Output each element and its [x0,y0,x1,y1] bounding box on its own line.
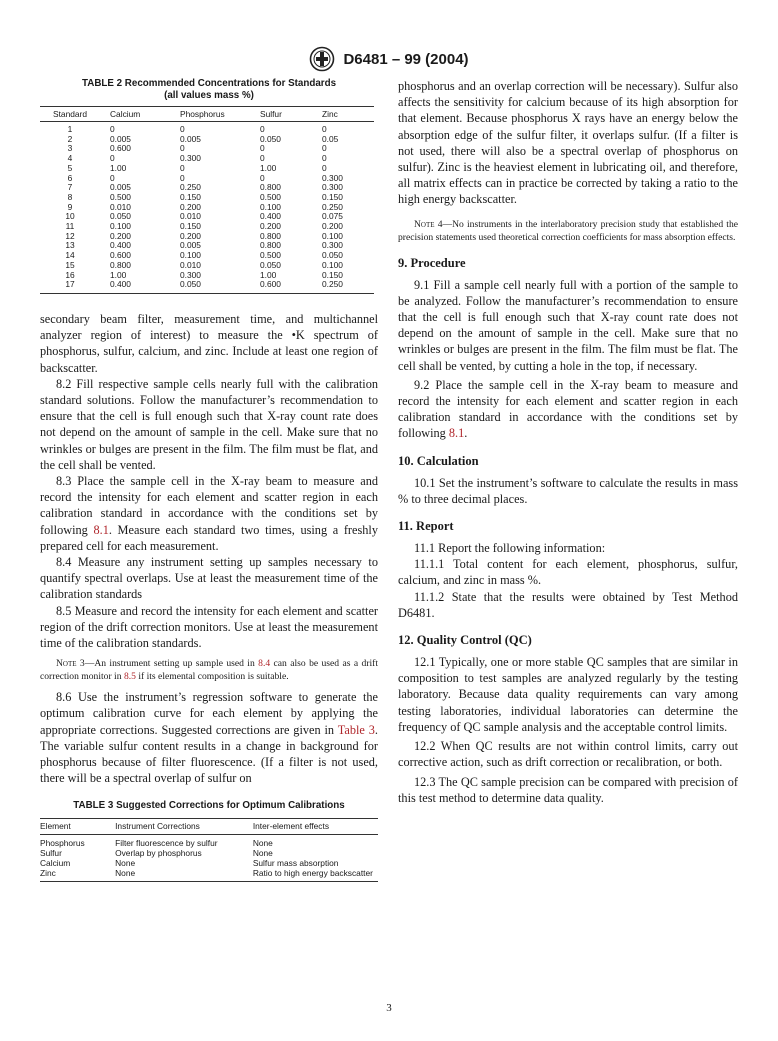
paragraph-8-3-text-end: . Measure each standard two times, using a freshly prepared cell for each measurement. [40,522,378,553]
table2-body [40,122,374,294]
paragraph-8-3-text: 8.3 Place the sample cell in the X-ray beam to measure and record the intensity for each element and scatter region in each calibration standard in accordance with the conditions set by following [40,473,378,537]
table2-cell: 1.00 [110,269,127,280]
note-4-text: —No instruments in the interlaboratory precision study that established the precision statements used theoretical correction coefficients for mass absorption effects. [398,218,739,243]
table3-cell: None [252,848,273,859]
table2-cell: 12 [65,230,75,241]
table3-row [40,858,378,868]
table2-cell: 0.400 [260,211,281,222]
section-heading-calculation: 10. Calculation [398,453,479,468]
table2-cell: 0 [260,143,265,154]
table2-cell: 14 [65,250,75,261]
table3-body [40,835,378,882]
table2-cell: 0.600 [110,250,131,261]
table2-cell: 0 [260,124,265,134]
table2-cell: 0.250 [322,280,374,293]
table-3-link[interactable]: Table 3 [337,722,375,737]
table2-cell: 0 [110,153,115,164]
table2-cell: 0.250 [180,182,201,193]
table2-cell: 0 [110,124,115,134]
section-heading-quality-control: 12. Quality Control (QC) [398,633,532,648]
table2-cell: 10 [65,211,75,222]
table2-cell: 0.200 [180,230,201,241]
table3-cell: Zinc [40,868,115,882]
table3-caption: TABLE 3 Suggested Corrections for Optimum Calibrations [73,800,345,812]
table2-cell: 0 [260,153,265,164]
table2-cell: 0.500 [260,191,281,202]
table2-cell: 0.075 [322,211,343,222]
table2-cell: 0.010 [110,201,131,212]
table2-cell: 0.150 [180,191,201,202]
table2-cell: 0.400 [100,280,180,293]
table2-cell: 8 [67,191,73,202]
table2-cell: 7 [67,182,73,193]
table2-cell: 0.100 [180,250,201,261]
table2-cell: 0.150 [322,191,343,202]
paragraph-8-6 [40,689,378,786]
table2-cell: 0.100 [322,230,343,241]
table2-cell: 0.005 [180,133,201,144]
table2-cell: 0.600 [260,280,322,293]
paragraph-12-1: 12.1 Typically, one or more stable QC samples that are similar in composition to test samples are analyzed regularly by the testing laboratory. Because data quality requirements can vary among testing laboratories, individual laboratories can determine the frequency of QC sample analysis and the acceptable control limits. [398,655,738,734]
right-column [398,78,738,806]
table3 [40,818,378,882]
table2-cell: 0.500 [260,250,281,261]
table2-cell: 0.150 [180,221,201,232]
table2-cell: 13 [65,240,75,251]
table2-cell: 16 [65,269,75,280]
paragraph-9-2 [398,377,738,442]
paragraph-9-1: 9.1 Fill a sample cell nearly full with a portion of the sample to be analyzed. Follow the manufacturer’s recommendation to ensure that the cell is full enough such that X-ray count rate does not depend on the amount of sample in the cell. Make sure that no wrinkles or bulges are present in the film. The film must be flat. The cell shall be vented, by cutting a hole in the top, if necessary. [398,277,738,373]
table2-cell: 0.300 [322,240,343,251]
table2-cell: 0.200 [322,221,343,232]
table2-cell: 0.200 [180,201,201,212]
paragraph-9-2-text-end: . [464,426,468,441]
table2-cell: 0.005 [110,133,131,144]
table3-row [40,835,378,849]
table2-caption-line2: (all values mass %) [164,90,254,101]
table2-cell: 0 [180,172,185,183]
table3-header-cell: Inter-element effects [253,819,378,835]
table2-cell: 0.800 [260,240,281,251]
section-heading-report: 11. Report [398,519,454,534]
paragraph-10-1: 10.1 Set the instrument’s software to calculate the results in mass % to three decimal places. [398,475,738,506]
table2-cell: 0 [322,143,327,154]
table2-cell: 0 [180,162,185,173]
section-8-1-link[interactable]: 8.1 [448,426,465,441]
table2-cell: 15 [65,259,75,270]
table2-cell: 0 [260,172,265,183]
page-header [0,46,778,72]
table2-header-cell: Sulfur [260,107,322,122]
table2-cell: 1.00 [260,162,277,173]
table3-row [40,848,378,858]
paragraph-8-6-text-end: . The variable sulfur content results in a change in background for phosphorus because of filter fluorescence. (If a filter is not used, there will be a spectral overlap of sulfur on [40,722,378,786]
table2-cell: 0.200 [110,230,131,241]
note-3-text-end: if its elemental composition is suitable. [135,671,289,683]
document-code: D6481 – 99 (2004) [343,50,469,68]
table2 [40,106,374,294]
section-heading-procedure: 9. Procedure [398,255,466,270]
table2-row [40,122,374,135]
table2-cell: 0.400 [110,240,131,251]
table2-cell: 0.200 [260,221,281,232]
note-3 [40,657,378,683]
table2-cell: 0.005 [110,182,131,193]
note-3-label: Note 3 [56,658,85,670]
table2-caption [40,78,378,102]
table3-cell: None [252,838,273,849]
table2-cell: 0 [322,162,327,173]
table2-cell: 0.050 [322,250,343,261]
table2-cell: 0.050 [110,211,131,222]
table2-cell: 0.250 [322,201,343,212]
note-4-label: Note 4 [414,218,443,230]
table2-cell: 0.800 [260,182,281,193]
table3-cell: Phosphorus [40,838,85,849]
table2-cell: 0.100 [260,201,281,212]
table2-cell: 0 [322,124,327,134]
table2-header-cell: Phosphorus [180,107,260,122]
table2-cell: 4 [67,153,73,164]
table3-cell: Sulfur [40,848,62,859]
table2-cell: 0.050 [260,259,281,270]
table2-header-cell: Zinc [322,107,374,122]
note-3-text-mid: can also be used as a drift correction monitor in [40,658,379,683]
table2-cell: 0.300 [180,269,201,280]
paragraph-12-3: 12.3 The QC sample precision can be compared with precision of this test method to determine data quality. [398,774,738,805]
table3-header-row [40,819,378,835]
table2-row [40,280,374,293]
table3-header-cell: Instrument Corrections [115,819,253,835]
table2-cell: 0.100 [110,221,131,232]
table2-cell: 0.050 [260,133,281,144]
table2-cell: 2 [67,133,73,144]
note-4 [398,218,738,244]
table2-cell: 1.00 [260,269,277,280]
paragraph-9-2-text: 9.2 Place the sample cell in the X-ray beam to measure and record the intensity for each element and scatter region in each calibration standard in accordance with the conditions set by following [398,377,738,441]
table2-header-row [40,107,374,122]
left-column [40,78,378,882]
paragraph-8-6-continued: phosphorus and an overlap correction will be necessary). Sulfur also affects the sensitivity for calcium because of its high absorption for that element. Because phosphorus X rays have an energy below the absorption edge of the sulfur filter, it overlaps sulfur. (If a filter is not used, there will also be a spectral overlap of phosphorus on sulfur). Zinc is the heaviest element in lubricating oil, and therefore, all matrix effects can in practice be corrected by taking a ratio to the high energy backscatter. [398,79,738,207]
table2-cell: 6 [67,172,73,183]
table2-cell: 0.300 [322,182,343,193]
table2-caption-line1: TABLE 2 Recommended Concentrations for Standards [81,78,337,89]
table3-header-cell: Element [40,819,115,835]
table2-cell: 0.050 [180,280,260,293]
table2-cell: 9 [67,201,73,212]
page-number: 3 [386,1002,392,1014]
table3-cell: Ratio to high energy backscatter [253,868,378,882]
paragraph-8-2: 8.2 Fill respective sample cells nearly full with the calibration standard solutions. Follow the manufacturer’s recommendation to ensure that the cell is full enough such that X-ray count rate does not depend on the amount of sample in the cell. Make sure that no wrinkles or bulges are present in the film. The film must be flat, and the cell shall be vented. [40,376,378,472]
table2-cell: 0 [180,143,185,154]
paragraph-8-5: 8.5 Measure and record the intensity for each element and scatter region of the drift correction monitors. Use at least the measurement time of the calibration standards. [40,603,378,651]
table2-header-cell: Calcium [100,107,180,122]
table2-cell: 0.010 [180,259,201,270]
table2-cell: 0.05 [322,133,339,144]
table2-cell: 0 [180,124,185,134]
table2-cell: 0.800 [260,230,281,241]
paragraph-12-2: 12.2 When QC results are not within control limits, carry out corrective action, such as drift correction or recalibration, or both. [398,739,738,770]
table2-cell: 0.010 [180,211,201,222]
section-8-4-link[interactable]: 8.4 [258,658,271,670]
table2-cell: 0.100 [322,259,343,270]
paragraph-11-1: 11.1 Report the following information: [414,541,606,556]
table2-cell: 0.600 [110,143,131,154]
table3-cell: Overlap by phosphorus [115,848,202,859]
table2-cell: 17 [40,280,100,293]
paragraph-8-4: 8.4 Measure any instrument setting up samples necessary to quantify spectral overlaps. Use at least the measurement time of the calibration standards [40,555,378,602]
table3-row [40,868,378,882]
table2-cell: 0 [110,172,115,183]
section-8-5-link[interactable]: 8.5 [123,671,136,683]
astm-logo-icon [309,46,335,72]
table3-cell: Calcium [40,858,71,869]
paragraph-8-6-text: 8.6 Use the instrument’s regression software to generate the optimum calibration curve for each element by applying the appropriate corrections. Suggested corrections are given in [40,690,378,737]
table2-cell: 1 [67,124,73,134]
table2-cell: 11 [65,221,75,232]
paragraph-8-3 [40,473,378,554]
paragraph-11-1-2: 11.1.2 State that the results were obtained by Test Method D6481. [398,589,738,620]
table3-cell: Filter fluorescence by sulfur [115,838,218,849]
paragraph-8-1-continued: secondary beam filter, measurement time, and multichannel analyzer region of interest) to measure the •K spectrum of phosphorus, sulfur, calcium, and zinc. Include at least one region of backscatter. [40,311,378,375]
table2-cell: 0.300 [180,153,201,164]
note-3-text: —An instrument setting up sample used in [84,658,259,670]
table2-cell: 0.150 [322,269,343,280]
table2-cell: 3 [67,143,73,154]
paragraph-11-1-1: 11.1.1 Total content for each element, phosphorus, sulfur, calcium, and zinc in mass %. [398,557,738,588]
table2-cell: 0.005 [180,240,201,251]
table2-cell: 1.00 [110,162,127,173]
table3-cell: None [115,858,136,869]
table3-cell: None [115,868,253,882]
table2-header-cell: Standard [40,107,100,122]
table3-cell: Sulfur mass absorption [252,858,339,869]
table2-cell: 5 [67,162,73,173]
table2-cell: 0 [322,153,327,164]
table2-cell: 0.500 [110,191,131,202]
section-8-1-link[interactable]: 8.1 [93,522,109,537]
table2-cell: 0.800 [110,259,131,270]
table2-cell: 0.300 [322,172,343,183]
